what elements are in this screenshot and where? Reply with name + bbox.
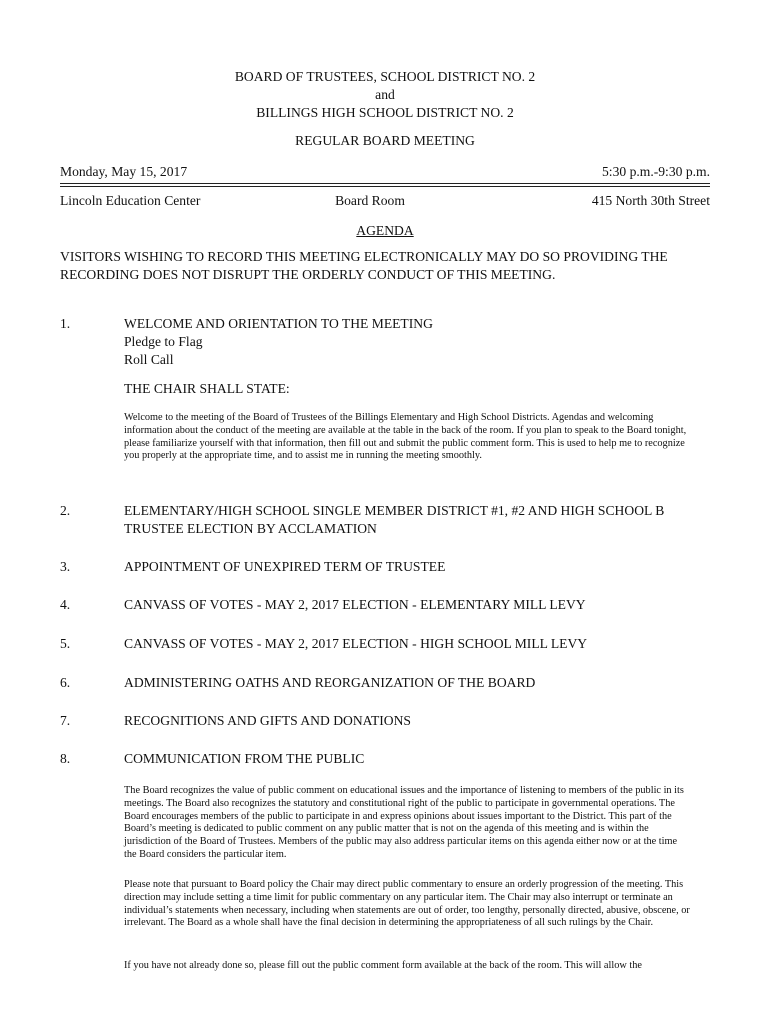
agenda-item-number: 8.: [60, 751, 71, 766]
meeting-time: 5:30 p.m.-9:30 p.m.: [602, 164, 710, 179]
agenda-item-title: CANVASS OF VOTES - MAY 2, 2017 ELECTION - HIGH SCHOOL MILL LEVY: [124, 636, 588, 651]
agenda-item-title: COMMUNICATION FROM THE PUBLIC: [124, 751, 365, 766]
meeting-date: Monday, May 15, 2017: [60, 164, 188, 179]
meeting-location: Lincoln Education Center: [60, 193, 201, 208]
agenda-item-number: 6.: [60, 675, 71, 690]
public-comment-paragraph-1: The Board recognizes the value of public comment on educational issues and the importance of listening to members of the public in its meetings. The Board also recognizes the statutory and constitutional right of the public to participate in governmental operations. The Board encourages members of the public to participate in and express opinions about issues important to the District. This part of the Board’s meeting is dedicated to public comment on any public matter that is not on the agenda of this meeting and is within the jurisdiction of the Board of Trustees. Members of the public may also address particular items on this agenda either now or at the time the Board considers the particular item.: [124, 785, 684, 860]
agenda-item-title: ELEMENTARY/HIGH SCHOOL SINGLE MEMBER DISTRICT #1, #2 AND HIGH SCHOOL B TRUSTEE ELECTION BY ACCLAMATION: [124, 503, 665, 536]
agenda-item-title: APPOINTMENT OF UNEXPIRED TERM OF TRUSTEE: [124, 559, 446, 574]
agenda-item-number: 3.: [60, 559, 71, 574]
meeting-room: Board Room: [335, 193, 405, 208]
agenda-item-number: 2.: [60, 503, 71, 518]
agenda-item-title: ADMINISTERING OATHS AND REORGANIZATION OF THE BOARD: [124, 675, 536, 690]
chair-heading: THE CHAIR SHALL STATE:: [124, 381, 290, 396]
recording-notice: VISITORS WISHING TO RECORD THIS MEETING ELECTRONICALLY MAY DO SO PROVIDING THE RECORDING DOES NOT DISRUPT THE ORDERLY CONDUCT OF THIS MEETING.: [60, 249, 668, 282]
agenda-heading: [0, 222, 770, 240]
agenda-heading-text: AGENDA: [356, 223, 414, 238]
district-title: BOARD OF TRUSTEES, SCHOOL DISTRICT NO. 2: [234, 69, 536, 84]
meeting-type: REGULAR BOARD MEETING: [295, 133, 475, 148]
public-comment-paragraph-3: If you have not already done so, please fill out the public comment form available at the back of the room. This will allow the: [124, 960, 642, 971]
agenda-item-number: 5.: [60, 636, 71, 651]
agenda-item-title: RECOGNITIONS AND GIFTS AND DONATIONS: [124, 713, 411, 728]
agenda-item-title: CANVASS OF VOTES - MAY 2, 2017 ELECTION - ELEMENTARY MILL LEVY: [124, 597, 586, 612]
pledge-to-flag: Pledge to Flag: [124, 334, 203, 349]
roll-call: Roll Call: [124, 352, 174, 367]
chair-statement: Welcome to the meeting of the Board of Trustees of the Billings Elementary and High School Districts. Agendas and welcoming information about the conduct of the meeting are available at the table in the back of the room. If you plan to speak to the Board tonight, please familiarize yourself with that information, then fill out and submit the public comment form. This is used to help me to recognize you properly at the appropriate time, and to assist me in running the meeting smoothly.: [124, 412, 687, 462]
public-comment-paragraph-2: Please note that pursuant to Board policy the Chair may direct public commentary to ensure an orderly progression of the meeting. This direction may include setting a time limit for public commentary on any particular item. The Chair may also interrupt or terminate an individual’s statements when necessary, including when statements are out of order, too lengthy, personally directed, abusive, obscene, or irrelevant. The Board as a whole shall have the final decision in determining the appropriateness of all such rulings by the Chair.: [124, 879, 690, 929]
header-divider-top: [60, 183, 710, 184]
high-school-district-title: BILLINGS HIGH SCHOOL DISTRICT NO. 2: [256, 105, 514, 120]
header-divider-bottom: [60, 186, 710, 187]
agenda-item-number: 1.: [60, 316, 71, 331]
agenda-item-number: 7.: [60, 713, 71, 728]
agenda-item-title: WELCOME AND ORIENTATION TO THE MEETING: [124, 316, 433, 331]
agenda-item-number: 4.: [60, 597, 71, 612]
district-title-and: and: [375, 87, 395, 102]
meeting-address: 415 North 30th Street: [591, 193, 710, 208]
